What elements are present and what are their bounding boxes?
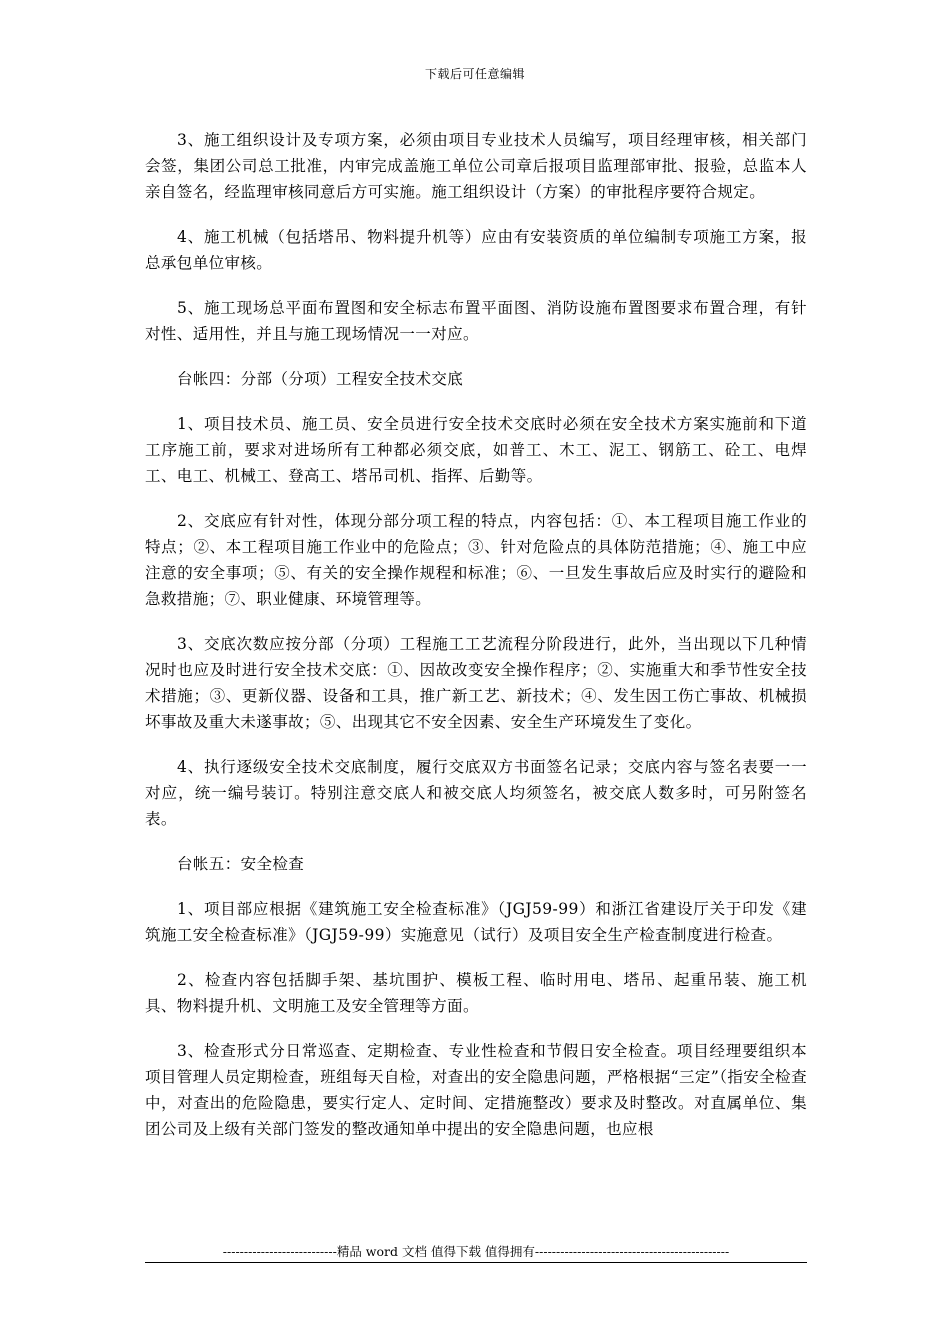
paragraph: 4、施工机械（包括塔吊、物料提升机等）应由有安装资质的单位编制专项施工方案，报总承包单位审核。 [145,228,807,272]
paragraph: 1、项目技术员、施工员、安全员进行安全技术交底时必须在安全技术方案实施前和下道工序施工前，要求对进场所有工种都必须交底，如普工、木工、泥工、钢筋工、砼工、电焊工、电工、机械工、登高工、塔吊司机、指挥、后勤等。 [145,415,807,485]
page-footer: ---------------------------精品 word 文档 值得下载 值得拥有---------------------------------------------- [222,1244,730,1259]
paragraph: 1、项目部应根据《建筑施工安全检查标准》（JGJ59-99）和浙江省建设厅关于印发《建筑施工安全检查标准》（JGJ59-99）实施意见（试行）及项目安全生产检查制度进行检查。 [145,900,807,944]
paragraph: 2、交底应有针对性，体现分部分项工程的特点，内容包括：①、本工程项目施工作业的特点；②、本工程项目施工作业中的危险点；③、针对危险点的具体防范措施；④、施工中应注意的安全事项；⑤、有关的安全操作规程和标准；⑥、一旦发生事故后应及时实行的避险和急救措施；⑦、职业健康、环境管理等。 [145,512,807,608]
paragraph: 3、交底次数应按分部（分项）工程施工工艺流程分阶段进行，此外，当出现以下几种情况时也应及时进行安全技术交底：①、因故改变安全操作程序；②、实施重大和季节性安全技术措施；③、更新仪器、设备和工具，推广新工艺、新技术；④、发生因工伤亡事故、机械损坏事故及重大未遂事故；⑤、出现其它不安全因素、安全生产环境发生了变化。 [145,635,807,731]
document-body [145,127,807,1161]
section-heading: 台帐五：安全检查 [177,855,305,873]
paragraph: 2、检查内容包括脚手架、基坑围护、模板工程、临时用电、塔吊、起重吊装、施工机具、物料提升机、文明施工及安全管理等方面。 [145,971,807,1015]
paragraph: 5、施工现场总平面布置图和安全标志布置平面图、消防设施布置图要求布置合理，有针对性、适用性，并且与施工现场情况一一对应。 [145,299,807,343]
section-heading: 台帐四：分部（分项）工程安全技术交底 [177,370,464,388]
paragraph: 4、执行逐级安全技术交底制度，履行交底双方书面签名记录；交底内容与签名表要一一对应，统一编号装订。特别注意交底人和被交底人均须签名，被交底人数多时，可另附签名表。 [145,758,807,828]
paragraph: 3、施工组织设计及专项方案，必须由项目专业技术人员编写，项目经理审核，相关部门会签，集团公司总工批准，内审完成盖施工单位公司章后报项目监理部审批、报验，总监本人亲自签名，经监理审核同意后方可实施。施工组织设计（方案）的审批程序要符合规定。 [145,131,807,201]
paragraph: 3、检查形式分日常巡查、定期检查、专业性检查和节假日安全检查。项目经理要组织本项目管理人员定期检查，班组每天自检，对查出的安全隐患问题，严格根据“三定”（指安全检查中，对查出的危险隐患，要实行定人、定时间、定措施整改）要求及时整改。对直属单位、集团公司及上级有关部门签发的整改通知单中提出的安全隐患问题，也应根 [145,1042,807,1138]
page-header: 下载后可任意编辑 [424,67,525,81]
footer-divider [145,1262,807,1263]
